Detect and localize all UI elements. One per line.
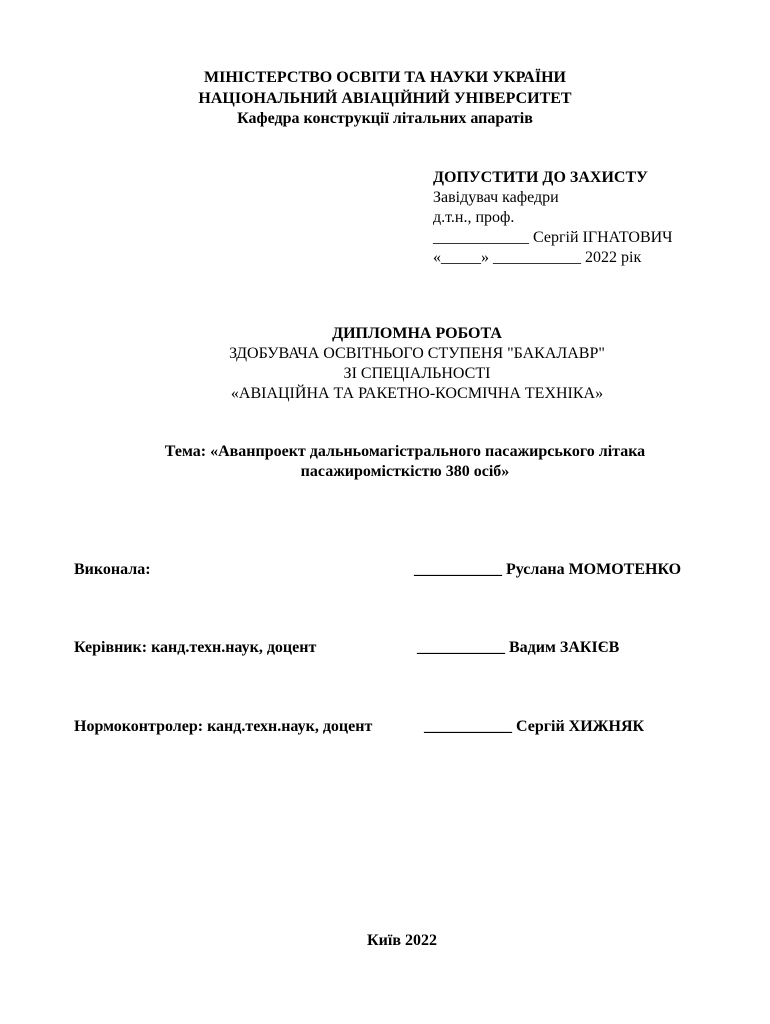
work-degree-line: ЗДОБУВАЧА ОСВІТНЬОГО СТУПЕНЯ "БАКАЛАВР"	[229, 345, 605, 362]
signature-label-supervisor: Керівник: канд.техн.наук, доцент	[74, 639, 317, 656]
signature-line-student: ___________ Руслана МОМОТЕНКО	[414, 561, 682, 578]
signature-label-normcontroller: Нормоконтролер: канд.техн.наук, доцент	[74, 718, 373, 735]
approval-signature-line: ____________ Сергій ІГНАТОВИЧ	[433, 229, 673, 246]
signature-label-student: Виконала:	[74, 561, 151, 578]
work-specialty: «АВІАЦІЙНА ТА РАКЕТНО-КОСМІЧНА ТЕХНІКА»	[230, 385, 604, 402]
department-name: Кафедра конструкції літальних апаратів	[237, 110, 533, 127]
ministry-name: МІНІСТЕРСТВО ОСВІТИ ТА НАУКИ УКРАЇНИ	[204, 69, 566, 86]
work-specialty-label: ЗІ СПЕЦІАЛЬНОСТІ	[343, 365, 491, 382]
approval-degree: д.т.н., проф.	[433, 209, 515, 226]
approval-date-line: «_____» ___________ 2022 рік	[433, 249, 642, 266]
approval-title: ДОПУСТИТИ ДО ЗАХИСТУ	[433, 169, 648, 186]
university-name: НАЦІОНАЛЬНИЙ АВІАЦІЙНИЙ УНІВЕРСИТЕТ	[198, 90, 572, 107]
topic-line-2: пасажиромісткістю 380 осіб»	[300, 463, 510, 480]
signature-line-normcontroller: ___________ Сергій ХИЖНЯК	[424, 718, 645, 735]
city-year: Київ 2022	[367, 932, 437, 949]
topic-line-1: Тема: «Аванпроект дальньомагістрального пасажирського літака	[164, 443, 646, 460]
approval-role: Завідувач кафедри	[433, 189, 559, 206]
signature-line-supervisor: ___________ Вадим ЗАКІЄВ	[417, 639, 620, 656]
work-type: ДИПЛОМНА РОБОТА	[332, 325, 502, 342]
